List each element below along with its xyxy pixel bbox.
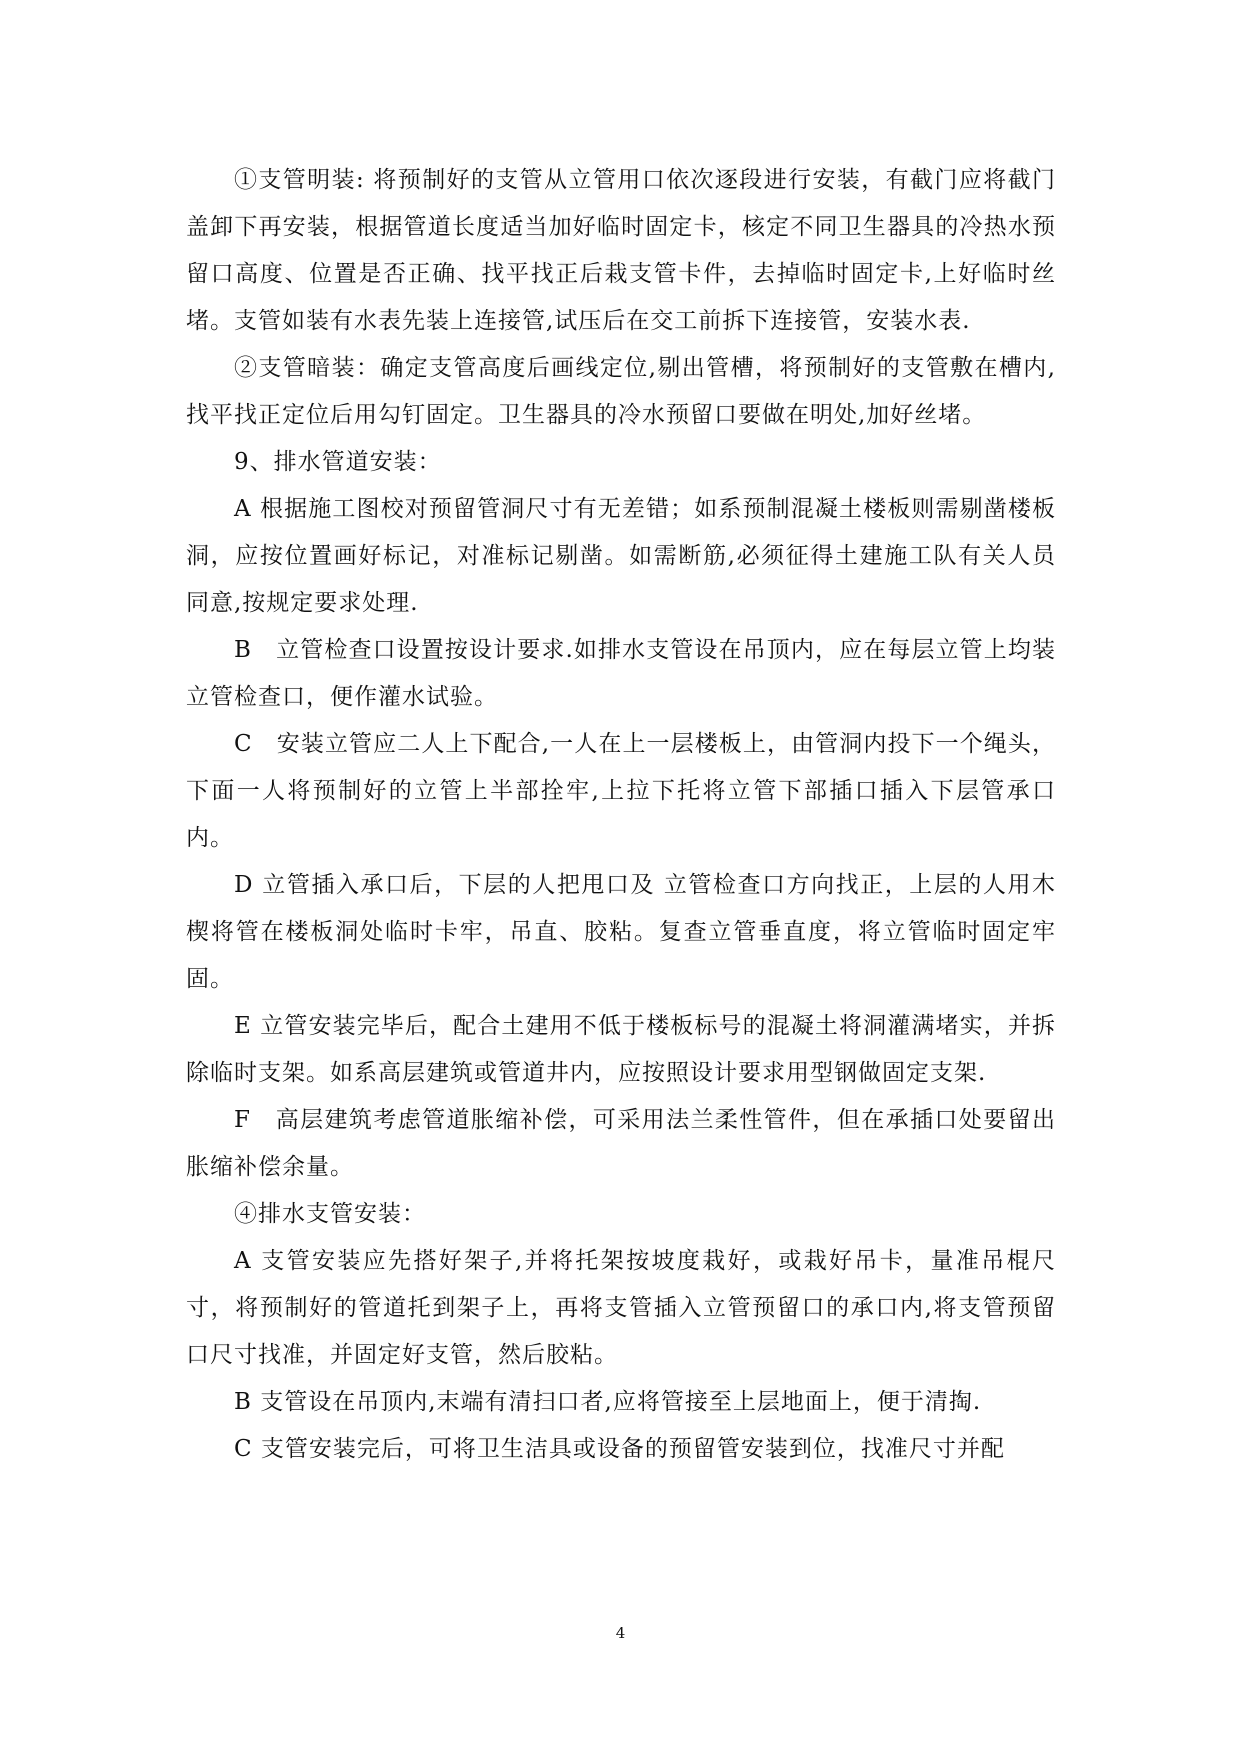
paragraph-drainage-a: A 根据施工图校对预留管洞尺寸有无差错；如系预制混凝土楼板则需剔凿楼板洞，应按位置画好标记，对准标记剔凿。如需断筋,必须征得土建施工队有关人员同意,按规定要求处理.: [186, 496, 1056, 616]
paragraph-branch-c: C 支管安装完后，可将卫生洁具或设备的预留管安装到位，找准尺寸并配: [234, 1436, 1005, 1462]
paragraph-drainage-f: F 高层建筑考虑管道胀缩补偿，可采用法兰柔性管件，但在承插口处要留出胀缩补偿余量。: [186, 1107, 1056, 1180]
paragraph-drainage-e: E 立管安装完毕后，配合土建用不低于楼板标号的混凝土将洞灌满堵实，并拆除临时支架。如系高层建筑或管道井内，应按照设计要求用型钢做固定支架.: [186, 1013, 1056, 1086]
paragraph-drainage-d: D 立管插入承口后，下层的人把甩口及 立管检查口方向找正，上层的人用木楔将管在楼板洞处临时卡牢，吊直、胶粘。复查立管垂直度，将立管临时固定牢固。: [186, 872, 1056, 992]
paragraph-drainage-c: C 安装立管应二人上下配合,一人在上一层楼板上，由管洞内投下一个绳头，下面一人将预制好的立管上半部拴牢,上拉下托将立管下部插口插入下层管承口内。: [186, 731, 1056, 851]
paragraph-branch-exposed: ①支管明装: 将预制好的支管从立管用口依次逐段进行安装，有截门应将截门盖卸下再安装，根据管道长度适当加好临时固定卡，核定不同卫生器具的冷热水预留口高度、位置是否正确、找平找正后栽支管卡件，去掉临时固定卡,上好临时丝堵。支管如装有水表先装上连接管,试压后在交工前拆下连接管，安装水表.: [186, 167, 1056, 334]
page-number: 4: [615, 1624, 626, 1642]
paragraph-branch-b: B 支管设在吊顶内,末端有清扫口者,应将管接至上层地面上，便于清掏.: [234, 1389, 982, 1415]
paragraph-branch-concealed: ②支管暗装：确定支管高度后画线定位,剔出管槽，将预制好的支管敷在槽内,找平找正定位后用勾钉固定。卫生器具的冷水预留口要做在明处,加好丝堵。: [186, 355, 1056, 428]
paragraph-branch-a: A 支管安装应先搭好架子,并将托架按坡度栽好，或栽好吊卡，量准吊棍尺寸，将预制好的管道托到架子上，再将支管插入立管预留口的承口内,将支管预留口尺寸找准，并固定好支管，然后胶粘。: [186, 1248, 1056, 1368]
body-text: [186, 157, 1056, 1473]
section-heading-drain-branch: ④排水支管安装：: [234, 1201, 426, 1227]
paragraph-drainage-b: B 立管检查口设置按设计要求.如排水支管设在吊顶内，应在每层立管上均装立管检查口，便作灌水试验。: [186, 637, 1056, 710]
section-heading-drainage: 9、排水管道安装：: [234, 449, 442, 475]
